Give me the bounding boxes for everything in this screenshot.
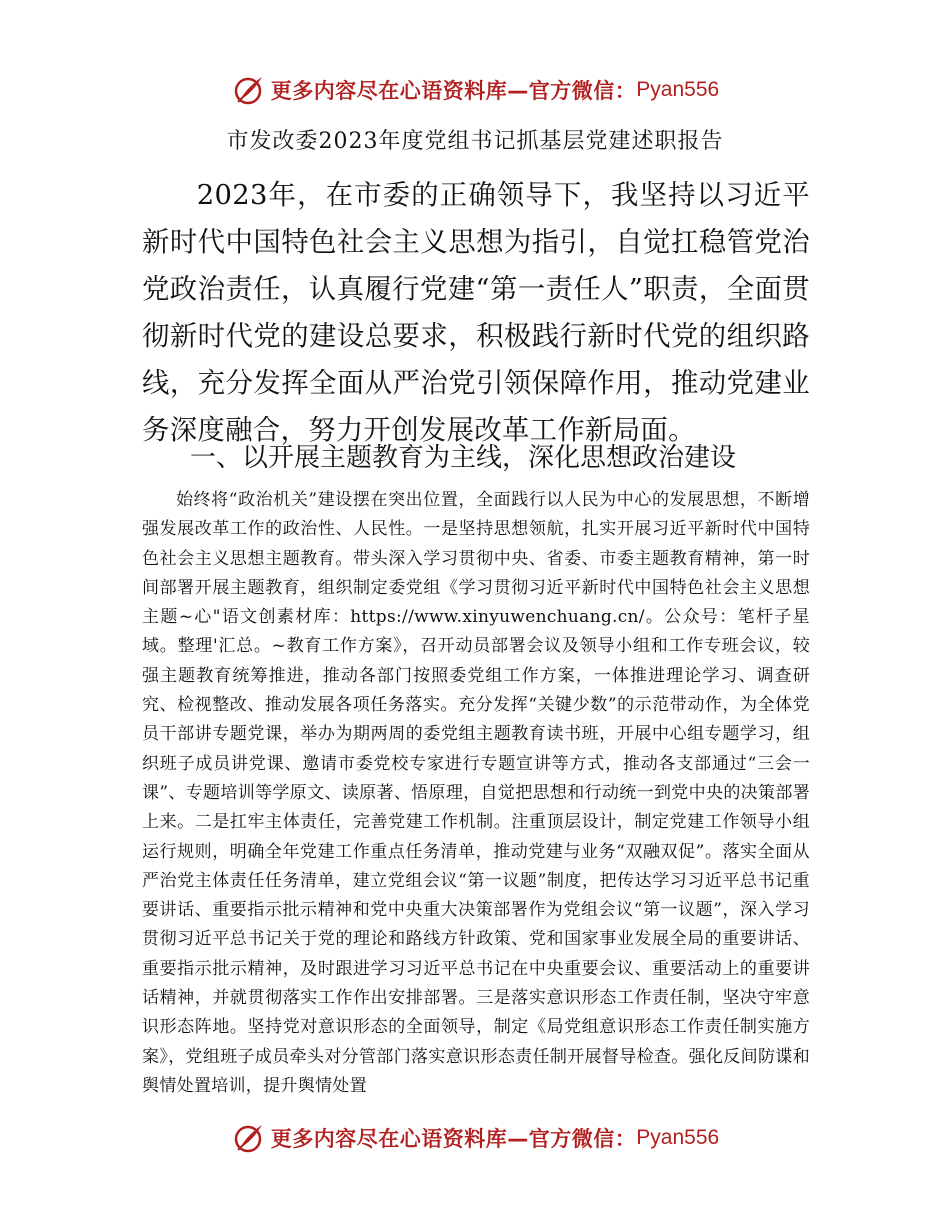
- quill-pen-icon: [231, 1121, 265, 1155]
- section-1-heading: 一、以开展主题教育为主线，深化思想政治建设: [190, 443, 737, 473]
- section-1-body: 始终将“政治机关”建设摆在突出位置，全面践行以人民为中心的发展思想，不断增强发展改革工作的政治性、人民性。一是坚持思想领航，扎实开展习近平新时代中国特色社会主义思想主题教育。带头深入学习贯彻中央、省委、市委主题教育精神，第一时间部署开展主题教育，组织制定委党组《学习贯彻习近平新时代中国特色社会主义思想主题~心"语文创素材库：https://www.xinyuwenchuang.cn/。公众号：笔杆子星域。整理'汇总。~教育工作方案》，召开动员部署会议及领导小组和工作专班会议，较强主题教育统筹推进，推动各部门按照委党组工作方案，一体推进理论学习、调查研究、检视整改、推动发展各项任务落实。充分发挥“关键少数”的示范带动作，为全体党员干部讲专题党课，举办为期两周的委党组主题教育读书班，开展中心组专题学习，组织班子成员讲党课、邀请市委党校专家进行专题宣讲等方式，推动各支部通过“三会一课”、专题培训等学原文、读原著、悟原理，自觉把思想和行动统一到党中央的决策部署上来。二是扛牢主体责任，完善党建工作机制。注重顶层设计，制定党建工作领导小组运行规则，明确全年党建工作重点任务清单，推动党建与业务“双融双促”。落实全面从严治党主体责任任务清单，建立党组会议“第一议题”制度，把传达学习习近平总书记重要讲话、重要指示批示精神和党中央重大决策部署作为党组会议“第一议题”，深入学习贯彻习近平总书记关于党的理论和路线方针政策、党和国家事业发展全局的重要讲话、重要指示批示精神，及时跟进学习习近平总书记在中央重要会议、重要活动上的重要讲话精神，并就贯彻落实工作作出安排部署。三是落实意识形态工作责任制，坚决守牢意识形态阵地。坚持党对意识形态的全面领导，制定《局党组意识形态工作责任制实施方案》，党组班子成员牵头对分管部门落实意识形态责任制开展督导检查。强化反间防谍和舆情处置培训，提升舆情处置: [142, 490, 810, 1096]
- quill-pen-icon: [231, 73, 265, 107]
- banner-wechat-id: Pyan556: [636, 1126, 720, 1149]
- document-title: 市发改委2023年度党组书记抓基层党建述职报告: [226, 129, 724, 154]
- banner-content: [231, 73, 719, 107]
- banner-wechat-id: Pyan556: [636, 78, 720, 101]
- banner-content: [231, 1121, 719, 1155]
- intro-paragraph: 2023年，在市委的正确领导下，我坚持以习近平新时代中国特色社会主义思想为指引，自觉扛稳管党治党政治责任，认真履行党建“第一责任人”职责，全面贯彻新时代党的建设总要求，积极践行新时代党的组织路线，充分发挥全面从严治党引领保障作用，推动党建业务深度融合，努力开创发展改革工作新局面。: [142, 180, 810, 446]
- banner-text: 更多内容尽在心语资料库—官方微信：: [270, 79, 637, 103]
- footer-banner: [0, 1118, 950, 1158]
- header-banner: [0, 70, 950, 110]
- banner-text: 更多内容尽在心语资料库—官方微信：: [270, 1127, 637, 1151]
